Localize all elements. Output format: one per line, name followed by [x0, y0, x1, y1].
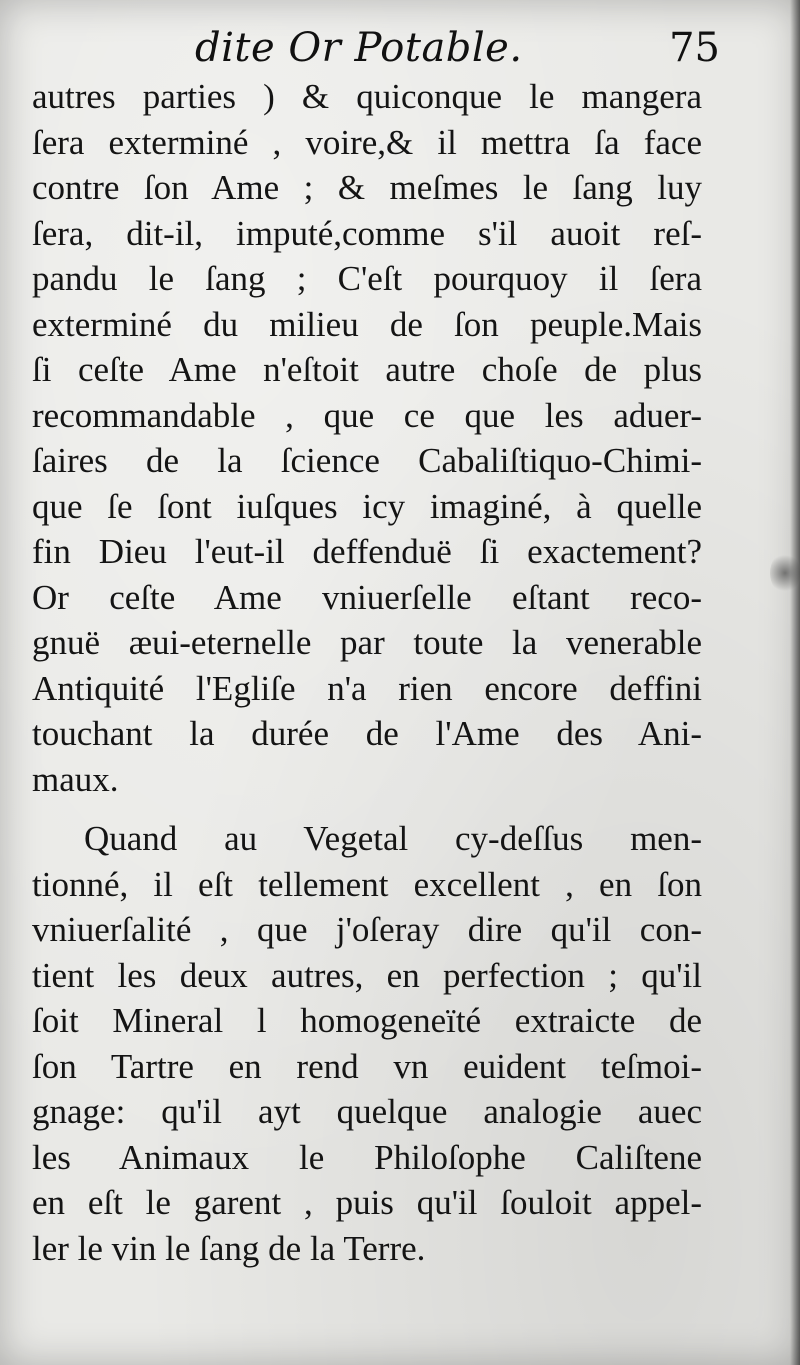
text-line: pandu le ſang ; C'eſt pourquoy il ſera: [32, 259, 702, 298]
text-line: ſoit Mineral l homogeneïté extraicte de: [32, 1001, 702, 1040]
text-line: que ſe ſont iuſques icy imaginé, à quelle: [32, 486, 702, 526]
text-line: Or ceſte Ame vniuerſelle eſtant reco-: [32, 577, 702, 617]
text-line: ſera exterminé , voire,& il mettra ſa face: [32, 122, 702, 162]
text-line: fin Dieu l'eut-il deffenduë ſi exactement?: [32, 532, 702, 571]
body-text: [32, 74, 702, 1271]
text-line: autres parties ) & quiconque le mangera: [32, 77, 702, 116]
text-line: Antiquité l'Egliſe n'a rien encore deffini: [32, 668, 702, 708]
text-line: ſon Tartre en rend vn euident teſmoi-: [32, 1046, 702, 1086]
paragraph-2: [32, 816, 702, 1271]
text-line: ſera, dit-il, imputé,comme s'il auoit reſ-: [32, 213, 702, 253]
page-header: [30, 18, 720, 78]
text-line: recommandable , que ce que les aduer-: [32, 395, 702, 435]
text-line: en eſt le garent , puis qu'il ſouloit appel-: [32, 1183, 702, 1222]
running-head: dite Or Potable.: [195, 25, 523, 71]
text-line: exterminé du milieu de ſon peuple.Mais: [32, 304, 702, 344]
text-line: les Animaux le Philoſophe Caliſtene: [32, 1137, 702, 1177]
paragraph-gap: [32, 802, 702, 816]
paragraph-1: [32, 74, 702, 802]
text-line: tionné, il eſt tellement excellent , en ſon: [32, 864, 702, 904]
ink-blot: [770, 552, 800, 594]
text-line: ler le vin le ſang de la Terre.: [32, 1228, 426, 1268]
text-line: vniuerſalité , que j'oſeray dire qu'il con-: [32, 910, 702, 949]
page-edge-shadow: [790, 0, 800, 1365]
text-line: gnuë æui-eternelle par toute la venerable: [32, 623, 702, 662]
text-line: maux.: [32, 759, 119, 799]
text-line: contre ſon Ame ; & meſmes le ſang luy: [32, 168, 702, 207]
text-line: ſi ceſte Ame n'eſtoit autre choſe de plus: [32, 350, 702, 389]
text-line: touchant la durée de l'Ame des Ani-: [32, 714, 702, 753]
page-number: 75: [669, 25, 720, 71]
text-line: Quand au Vegetal cy-deſſus men-: [84, 819, 702, 858]
text-line: tient les deux autres, en perfection ; qu'il: [32, 955, 702, 995]
text-line: ſaires de la ſcience Cabaliſtiquo-Chimi-: [32, 441, 702, 480]
text-line: gnage: qu'il ayt quelque analogie auec: [32, 1092, 702, 1131]
